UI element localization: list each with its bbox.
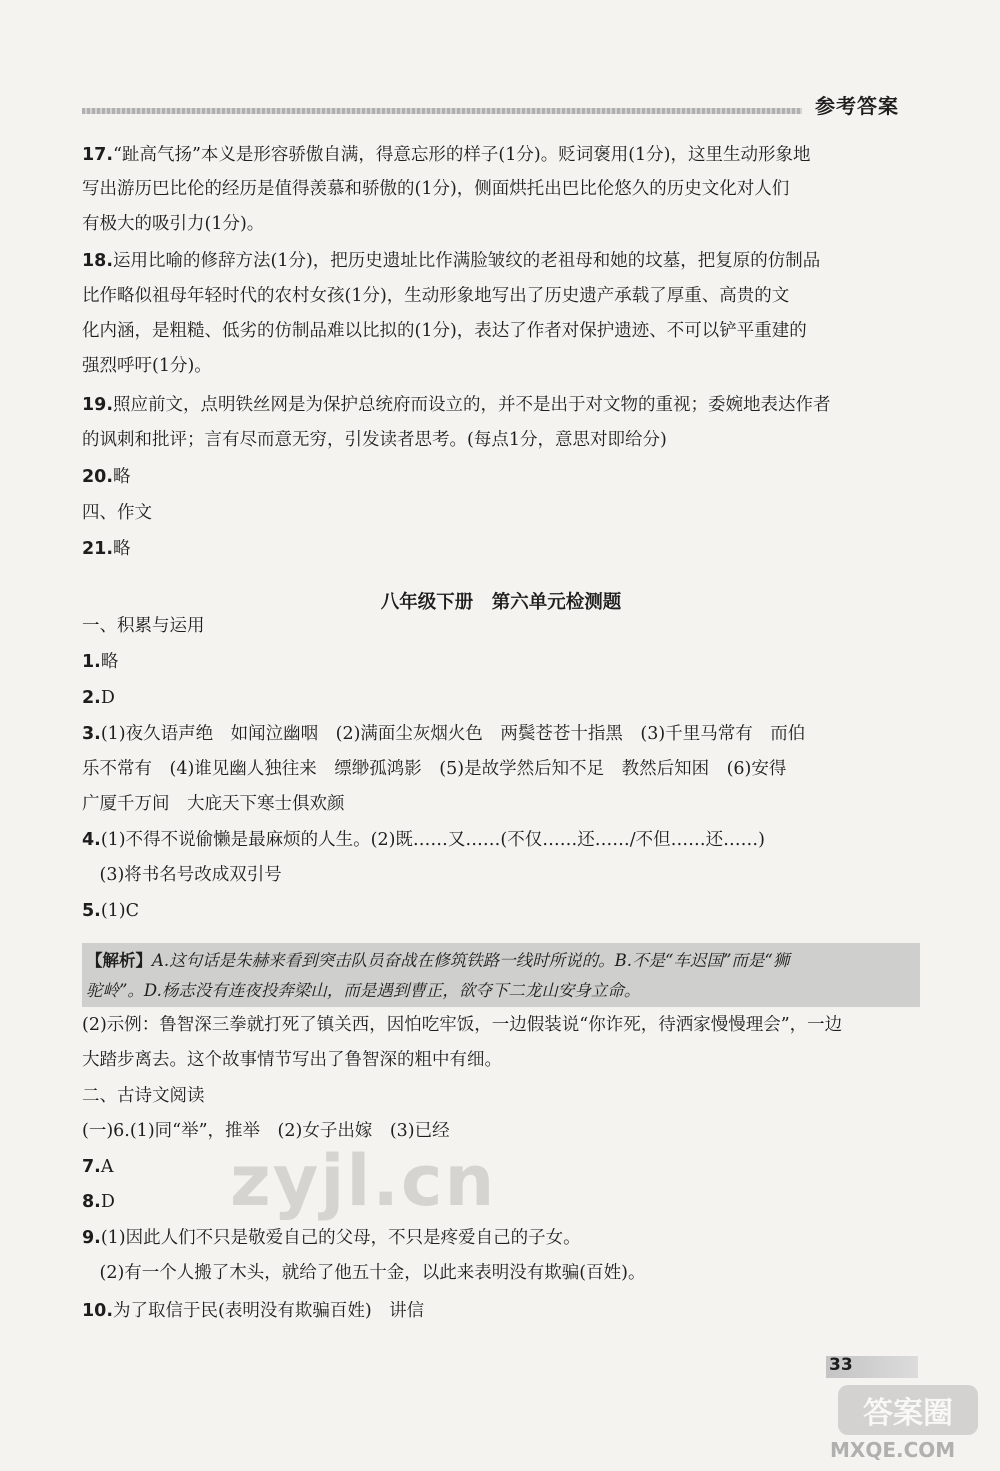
watermark-site: MXQE.COM	[830, 1438, 956, 1462]
question-number: 4.	[82, 830, 101, 850]
answer-line	[82, 465, 131, 489]
answer-line	[82, 792, 345, 816]
answer-text: 比作略似祖母年轻时代的农村女孩(1分)，生动形象地写出了历史遗产承载了厚重、高贵的文	[82, 286, 790, 306]
question-number: 8.	[82, 1192, 101, 1212]
answer-text: 写出游历巴比伦的经历是值得羡慕和骄傲的(1分)，侧面烘托出巴比伦悠久的历史文化对人们	[82, 179, 790, 199]
answer-text: 一、积累与运用	[82, 616, 205, 636]
answer-line	[82, 143, 810, 167]
page-header-title: 参考答案	[815, 94, 899, 118]
question-number: 21.	[82, 539, 114, 559]
answer-text: 略	[113, 467, 131, 487]
question-number: 3.	[82, 724, 101, 744]
answer-text: D	[100, 688, 115, 708]
answer-line	[82, 1190, 115, 1214]
answer-text: (1)不得不说偷懒是最麻烦的人生。(2)既……又……(不仅……还……/不但……还……)	[100, 830, 765, 850]
answer-text: 四、作文	[82, 503, 152, 523]
answer-line	[82, 1226, 581, 1250]
answer-line	[82, 650, 118, 674]
answer-line	[82, 537, 131, 561]
answer-text: (一)6.(1)同“举”，推举 (2)女子出嫁 (3)已经	[82, 1121, 450, 1141]
answer-line	[82, 863, 282, 887]
answer-line	[82, 1299, 424, 1323]
question-number: 5.	[82, 901, 101, 921]
analysis-text-1: A.这句话是朱赫来看到突击队员奋战在修筑铁路一线时所说的。B.不是“车迟国”而是“狮	[152, 951, 790, 970]
answer-line	[82, 212, 264, 236]
answer-text: D	[100, 1192, 115, 1212]
answer-line	[82, 722, 805, 746]
answer-line	[82, 1048, 502, 1072]
answer-line	[82, 393, 831, 417]
answer-line	[82, 1155, 113, 1179]
question-number: 7.	[82, 1157, 101, 1177]
answer-line	[82, 319, 807, 343]
answer-text: (1)因此人们不只是敬爱自己的父母，不只是疼爱自己的子女。	[100, 1228, 581, 1248]
analysis-tag: 【解析】	[86, 951, 152, 970]
answer-text: (1)夜久语声绝 如闻泣幽咽 (2)满面尘灰烟火色 两鬓苍苍十指黑 (3)千里马常有 而伯	[100, 724, 806, 744]
answer-text: 乐不常有 (4)谁见幽人独往来 缥缈孤鸿影 (5)是故学然后知不足 教然后知困 (6)安得	[82, 759, 787, 779]
answer-text: 有极大的吸引力(1分)。	[82, 214, 265, 234]
answer-line	[82, 828, 765, 852]
answer-line	[82, 249, 820, 273]
answer-text: “趾高气扬”本义是形容骄傲自满，得意忘形的样子(1分)。贬词褒用(1分)，这里生动形象地	[113, 145, 811, 165]
header-rule	[82, 108, 802, 114]
answer-text: A	[100, 1157, 114, 1177]
answer-text: 广厦千万间 大庇天下寒士俱欢颜	[82, 794, 345, 814]
page-number: 33	[829, 1355, 853, 1375]
question-number: 2.	[82, 688, 101, 708]
answer-line	[82, 1084, 205, 1108]
analysis-line-2: 驼岭”。D.杨志没有连夜投奔梁山，而是遇到曹正，欲夺下二龙山安身立命。	[86, 981, 641, 1000]
watermark-text: zyjl.cn	[230, 1140, 497, 1222]
question-number: 20.	[82, 467, 114, 487]
answer-line	[82, 177, 789, 201]
answer-line	[82, 757, 786, 781]
section-title: 八年级下册 第六单元检测题	[380, 592, 622, 613]
answer-line	[82, 501, 152, 525]
answer-text: 照应前文，点明铁丝网是为保护总统府而设立的，并不是出于对文物的重视；委婉地表达作者	[113, 395, 831, 415]
answer-line	[82, 428, 667, 452]
answer-text: 大踏步离去。这个故事情节写出了鲁智深的粗中有细。	[82, 1050, 502, 1070]
question-number: 19.	[82, 395, 114, 415]
answer-line	[82, 354, 212, 378]
answer-text: (1)C	[100, 901, 140, 921]
question-number: 9.	[82, 1228, 101, 1248]
analysis-line-1	[86, 949, 789, 973]
answer-text: 的讽刺和批评；言有尽而意无穷，引发读者思考。(每点1分，意思对即给分)	[82, 430, 667, 450]
answer-line	[82, 284, 789, 308]
watermark-logo: 答案圈	[838, 1385, 978, 1435]
answer-line	[82, 1261, 645, 1285]
answer-text: 为了取信于民(表明没有欺骗百姓) 讲信	[113, 1301, 425, 1321]
answer-text: 运用比喻的修辞方法(1分)，把历史遗址比作满脸皱纹的老祖母和她的坟墓，把复原的仿制品	[113, 251, 821, 271]
analysis-box	[82, 943, 920, 1007]
answer-text: (2)示例：鲁智深三拳就打死了镇关西，因怕吃牢饭，一边假装说“你诈死，待洒家慢慢理会”，一边	[82, 1015, 843, 1035]
answer-line	[82, 686, 115, 710]
question-number: 10.	[82, 1301, 114, 1321]
answer-text: 化内涵，是粗糙、低劣的仿制品难以比拟的(1分)，表达了作者对保护遗迹、不可以铲平重建的	[82, 321, 807, 341]
answer-text: 略	[113, 539, 131, 559]
answer-text: (3)将书名号改成双引号	[82, 865, 282, 885]
answer-text: 略	[100, 652, 119, 672]
answer-line	[82, 899, 139, 923]
answer-line	[82, 1013, 842, 1037]
question-number: 1.	[82, 652, 101, 672]
answer-text: 强烈呼吁(1分)。	[82, 356, 212, 376]
answer-line	[82, 614, 205, 638]
question-number: 18.	[82, 251, 114, 271]
answer-text: (2)有一个人搬了木头，就给了他五十金，以此来表明没有欺骗(百姓)。	[82, 1263, 646, 1283]
answer-text: 二、古诗文阅读	[82, 1086, 205, 1106]
question-number: 17.	[82, 145, 114, 165]
